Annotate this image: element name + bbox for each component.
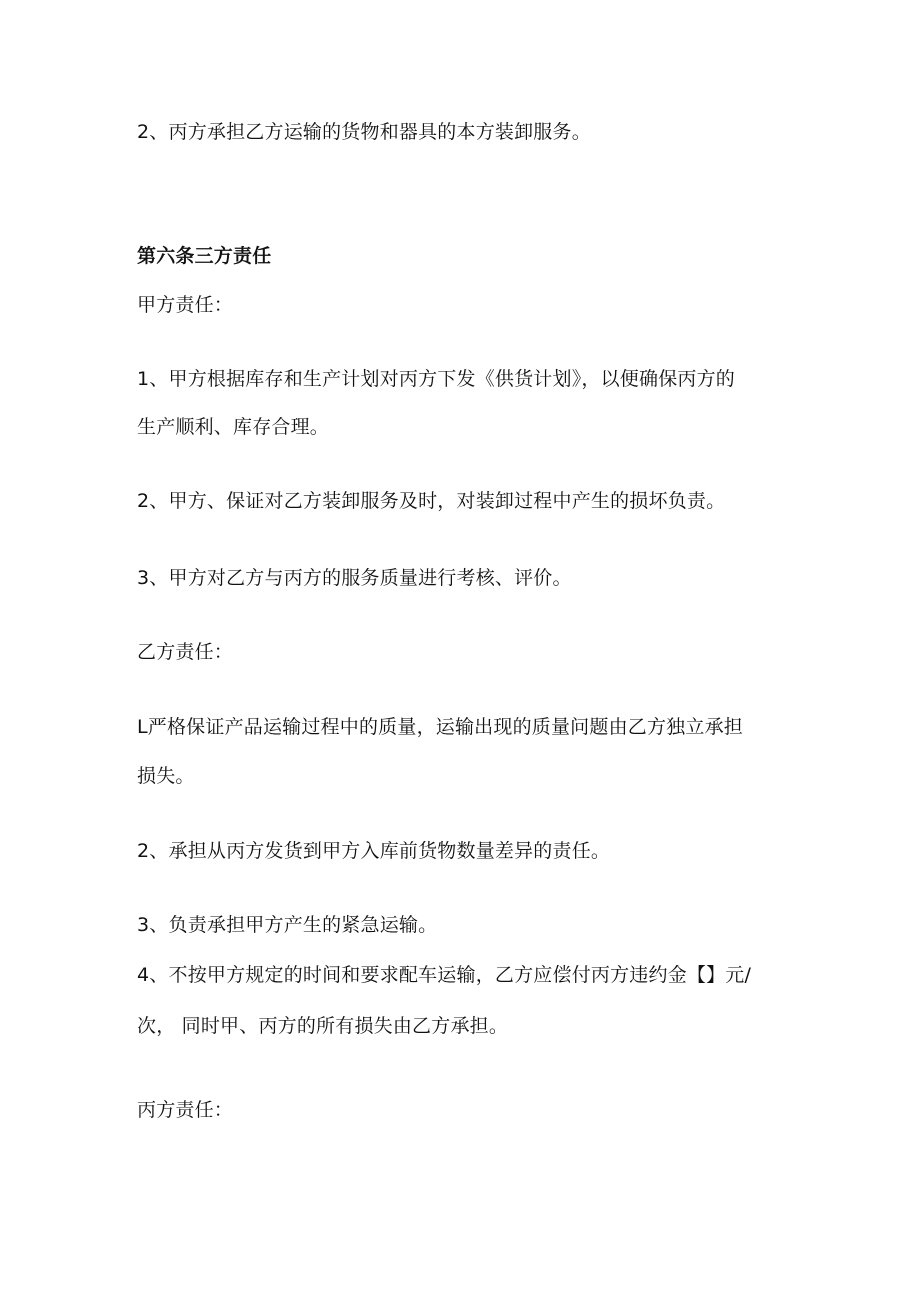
party-a-item-1-line-1: 1、甲方根据库存和生产计划对丙方下发《供货计划》，以便确保丙方的	[137, 368, 735, 390]
party-b-item-4-line-1: 4、不按甲方规定的时间和要求配车运输，乙方应偿付丙方违约金【】元/	[137, 964, 752, 986]
party-b-item-1-line-1: L严格保证产品运输过程中的质量，运输出现的质量问题由乙方独立承担	[137, 716, 743, 738]
party-b-item-4-line-2: 次， 同时甲、丙方的所有损失由乙方承担。	[137, 1015, 509, 1037]
party-a-item-2: 2、甲方、保证对乙方装卸服务及时，对装卸过程中产生的损坏负责。	[137, 490, 726, 512]
party-b-item-2: 2、承担从丙方发货到甲方入库前货物数量差异的责任。	[137, 840, 611, 862]
clause-2-loading-service: 2、丙方承担乙方运输的货物和器具的本方装卸服务。	[137, 121, 591, 143]
party-b-item-3: 3、负责承担甲方产生的紧急运输。	[137, 914, 438, 936]
party-a-item-1-line-2: 生产顺利、库存合理。	[137, 416, 330, 438]
article-six-heading: 第六条三方责任	[137, 245, 272, 267]
party-a-responsibility-label: 甲方责任：	[137, 294, 234, 316]
party-c-responsibility-label: 丙方责任：	[137, 1099, 234, 1121]
party-b-responsibility-label: 乙方责任：	[137, 641, 234, 663]
party-b-item-1-line-2: 损失。	[137, 765, 195, 787]
party-a-item-3: 3、甲方对乙方与丙方的服务质量进行考核、评价。	[137, 567, 572, 589]
